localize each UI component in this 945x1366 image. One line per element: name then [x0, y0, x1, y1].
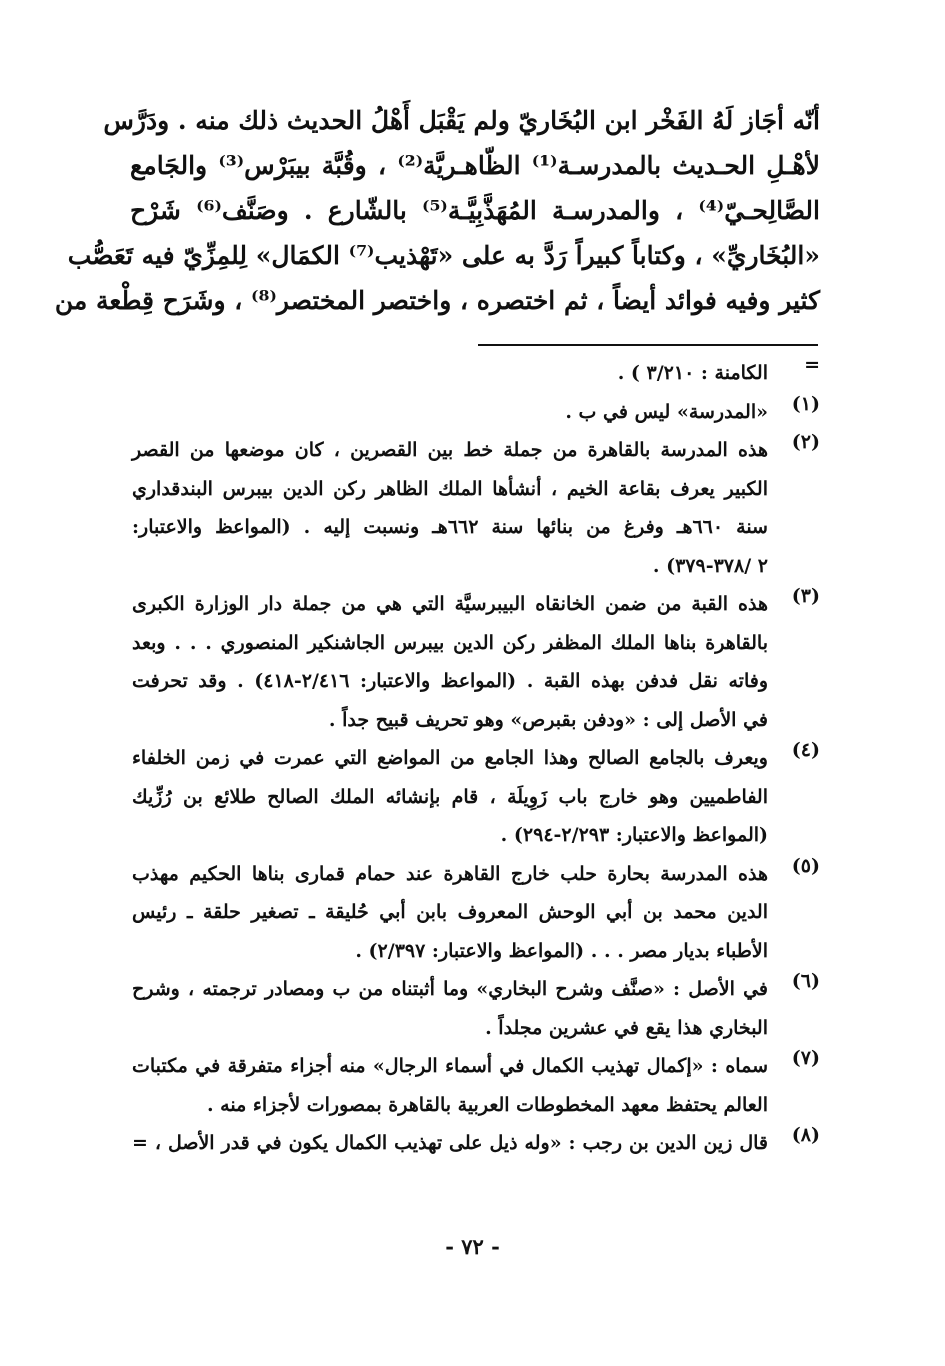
footnote-line: (المواعظ والاعتبار: ٢/٢٩٣-٢٩٤) .	[500, 824, 768, 846]
footnote-line: هذه المدرسة بحارة حلب خارج القاهرة عند حمام قمارى بناها الحكيم مهذب	[132, 862, 768, 885]
footnote-line: البخاري هذا يقع في عشرين مجلداً .	[485, 1016, 768, 1039]
footnote-line: قال زين الدين بن رجب : «وله ذيل على تهذيب الكمال يكون في قدر الأصل ، =	[132, 1132, 768, 1154]
footnotes	[132, 354, 820, 1163]
footnote-line: وفاته نقل فدفن بهذه القبة . (المواعظ والاعتبار: ٢/٤١٦-٤١٨) . وقد تحرفت	[132, 670, 768, 692]
footnote-number: =	[804, 354, 820, 376]
footnote-line: هذه المدرسة بالقاهرة من جملة خط بين القصرين ، كان موضعها من القصر	[132, 439, 768, 461]
footnote-separator	[478, 344, 818, 346]
footnote-2	[132, 431, 820, 585]
footnote-7	[132, 1047, 820, 1124]
main-text	[54, 98, 820, 323]
footnote-line: سنة ٦٦٠هـ وفرغ من بنائها سنة ٦٦٢هـ ونسبت إليه . (المواعظ والاعتبار:	[132, 516, 768, 538]
footnote-line: الأطباء بديار مصر . . . (المواعظ والاعتبار: ٢/٣٩٧) .	[355, 939, 768, 962]
footnote-5	[132, 855, 820, 971]
main-text-line: «البُخَاريِّ» ، وكتاباً كبيراً رَدَّ به على «تَهْذيب⁽⁷⁾ الكمَال» لِلمِزِّيّ فيه تَعَصُّب	[67, 241, 820, 270]
footnote-line: في الأصل إلى : «ودفن بقبرص» وهو تحريف قبيح جداً .	[328, 708, 768, 731]
page-number: - ٧٢ -	[445, 1234, 500, 1259]
main-text-line: كثير وفيه فوائد أيضاً ، ثم اختصره ، واختصر المختصر⁽⁸⁾ ، وشَرَح قِطْعة من	[54, 286, 820, 315]
footnote-8	[132, 1124, 820, 1163]
footnote-line: الكبير يعرف بقاعة الخيم ، أنشأها الملك الظاهر ركن الدين بيبرس البندقداري	[132, 477, 768, 500]
footnote-line: هذه القبة من ضمن الخانقاه البيبرسيَّة التي هي من جملة دار الوزارة الكبرى	[132, 593, 768, 615]
footnote-line: سماه : «إكمال تهذيب الكمال في أسماء الرجال» منه أجزاء متفرقة في مكتبات	[132, 1055, 768, 1077]
footnote-continuation	[132, 354, 820, 393]
footnote-number: (١)	[791, 392, 820, 415]
footnote-4	[132, 739, 820, 855]
footnote-line: بالقاهرة بناها الملك المظفر ركن الدين بيبرس الجاشنكير المنصوري . . . وبعد	[132, 631, 768, 654]
main-text-line: الصَّالِحـيّ⁽⁴⁾ ، والمدرسـة المُهَذَّبِيَّـة⁽⁵⁾ بالشّارع . وصَنَّف⁽⁶⁾ شَرْح	[130, 196, 820, 225]
footnote-line: «المدرسة» ليس في ب .	[565, 400, 768, 423]
footnote-line: الكامنة : ٣/٢١٠ ) .	[617, 362, 768, 384]
footnote-number: (٢)	[791, 431, 820, 453]
main-text-line: لأهْـلِ الحـديث بالمدرسـة⁽¹⁾ الظّاهـريَّة⁽²⁾ ، وقُبَّة بيبَرْس⁽³⁾ والجَامع	[130, 151, 820, 180]
footnote-line: الدين محمد بن أبي الوحش المعروف بابن أبي حُليقة ـ تصغير حلقة ـ رئيس	[132, 901, 768, 923]
footnote-line: ويعرف بالجامع الصالح وهذا الجامع من المواضع التي عمرت في زمن الخلفاء	[132, 747, 768, 769]
main-text-line: أنّه أجَاز لَهُ الفَخْر ابن البُخَاريّ ولم يَقْبَل أَهْلُ الحديث ذلك منه . ودَرَّس	[103, 106, 820, 135]
footnote-number: (٤)	[791, 739, 820, 761]
footnote-line: العالم يحتفظ معهد المخطوطات العربية بالقاهرة بمصورات لأجزاء منه .	[206, 1093, 768, 1116]
footnote-6	[132, 970, 820, 1047]
footnote-line: ٢ /٣٧٨-٣٧٩) .	[652, 554, 768, 577]
footnote-number: (٥)	[791, 854, 820, 877]
footnote-number: (٣)	[791, 585, 820, 607]
footnote-number: (٨)	[791, 1124, 820, 1146]
footnote-number: (٧)	[791, 1047, 820, 1069]
footnote-1	[132, 393, 820, 432]
footnote-number: (٦)	[791, 970, 820, 992]
footnote-line: في الأصل : «صنَّف وشرح البخاري» وما أثبتناه من ب ومصادر ترجمته ، وشرح	[132, 978, 769, 1000]
footnote-3	[132, 585, 820, 739]
footnote-line: الفاطميين وهو خارج باب زَوِيلَة ، قام بإنشائه الملك الصالح طلائع بن رُزِّيك	[132, 785, 768, 808]
